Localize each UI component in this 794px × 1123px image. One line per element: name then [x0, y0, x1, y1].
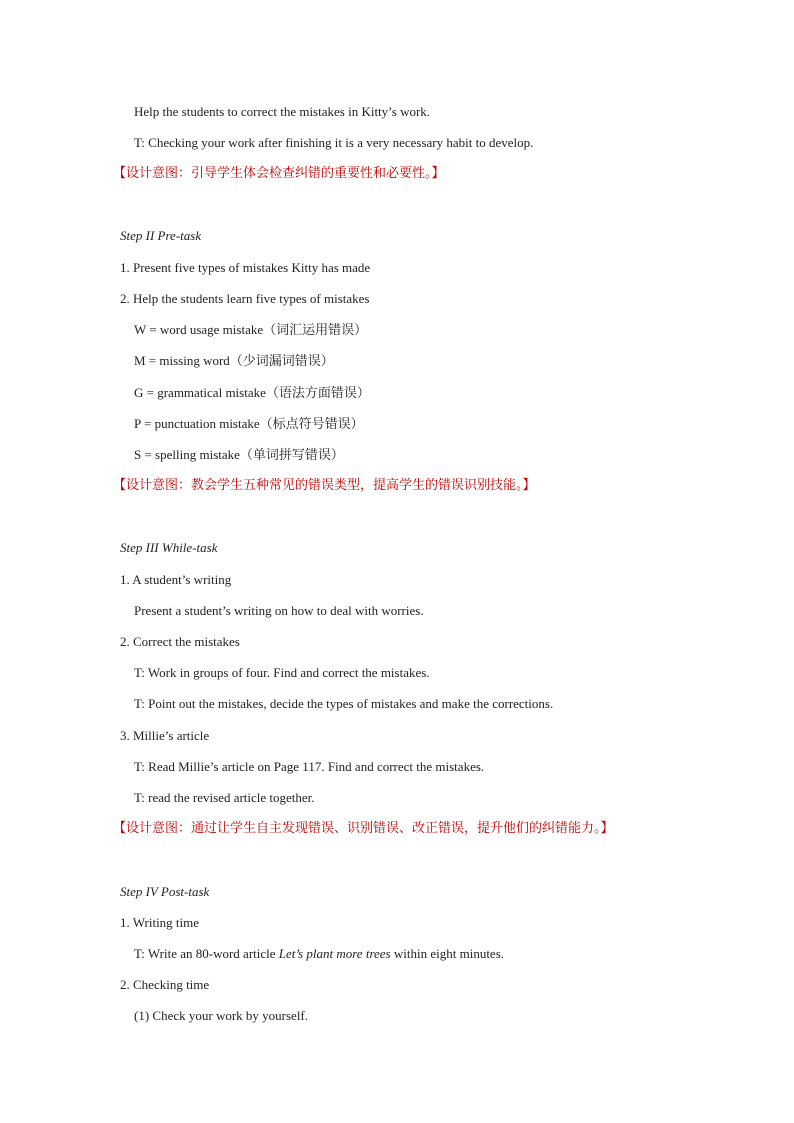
intro-line-1: Help the students to correct the mistakes in Kitty’s work.: [134, 104, 431, 119]
mistake-type-p: P = punctuation mistake（标点符号错误）: [134, 416, 364, 431]
step4-item-2: 2. Checking time: [120, 977, 210, 992]
mistake-type-m: M = missing word（少词漏词错误）: [134, 353, 334, 368]
step4-item-1: 1. Writing time: [120, 915, 200, 930]
step2-heading: Step II Pre-task: [120, 228, 202, 243]
design-intent-3: 【设计意图：通过让学生自主发现错误、识别错误、改正错误，提升他们的纠错能力。】: [113, 821, 614, 836]
mistake-type-w: W = word usage mistake（词汇运用错误）: [134, 322, 368, 337]
step3-item-1-detail: Present a student’s writing on how to deal with worries.: [134, 603, 424, 618]
step3-item-2-t2: T: Point out the mistakes, decide the types of mistakes and make the corrections.: [134, 696, 554, 711]
step3-item-3-t1: T: Read Millie’s article on Page 117. Find and correct the mistakes.: [134, 759, 485, 774]
design-intent-2: 【设计意图：教会学生五种常见的错误类型，提高学生的错误识别技能。】: [113, 478, 536, 493]
step3-item-2: 2. Correct the mistakes: [120, 634, 240, 649]
step4-item-2-sub-1: (1) Check your work by yourself.: [134, 1008, 309, 1023]
design-intent-1: 【设计意图：引导学生体会检查纠错的重要性和必要性。】: [113, 166, 445, 181]
step2-item-1: 1. Present five types of mistakes Kitty has made: [120, 260, 371, 275]
intro-line-2: T: Checking your work after finishing it is a very necessary habit to develop.: [134, 135, 534, 150]
step3-item-3: 3. Millie’s article: [120, 728, 210, 743]
step2-item-2: 2. Help the students learn five types of mistakes: [120, 291, 370, 306]
instruction-suffix: within eight minutes.: [390, 946, 505, 961]
article-title: Let’s plant more trees: [278, 946, 391, 961]
step3-item-1: 1. A student’s writing: [120, 572, 232, 587]
step3-heading: Step III While-task: [120, 540, 218, 555]
mistake-type-g: G = grammatical mistake（语法方面错误）: [134, 385, 370, 400]
instruction-prefix: T: Write an 80-word article: [134, 946, 279, 961]
step4-item-1-detail: [134, 946, 504, 962]
step3-item-2-t1: T: Work in groups of four. Find and correct the mistakes.: [134, 665, 430, 680]
step3-item-3-t2: T: read the revised article together.: [134, 790, 315, 805]
step4-heading: Step IV Post-task: [120, 884, 210, 899]
mistake-type-s: S = spelling mistake（单词拼写错误）: [134, 447, 344, 462]
